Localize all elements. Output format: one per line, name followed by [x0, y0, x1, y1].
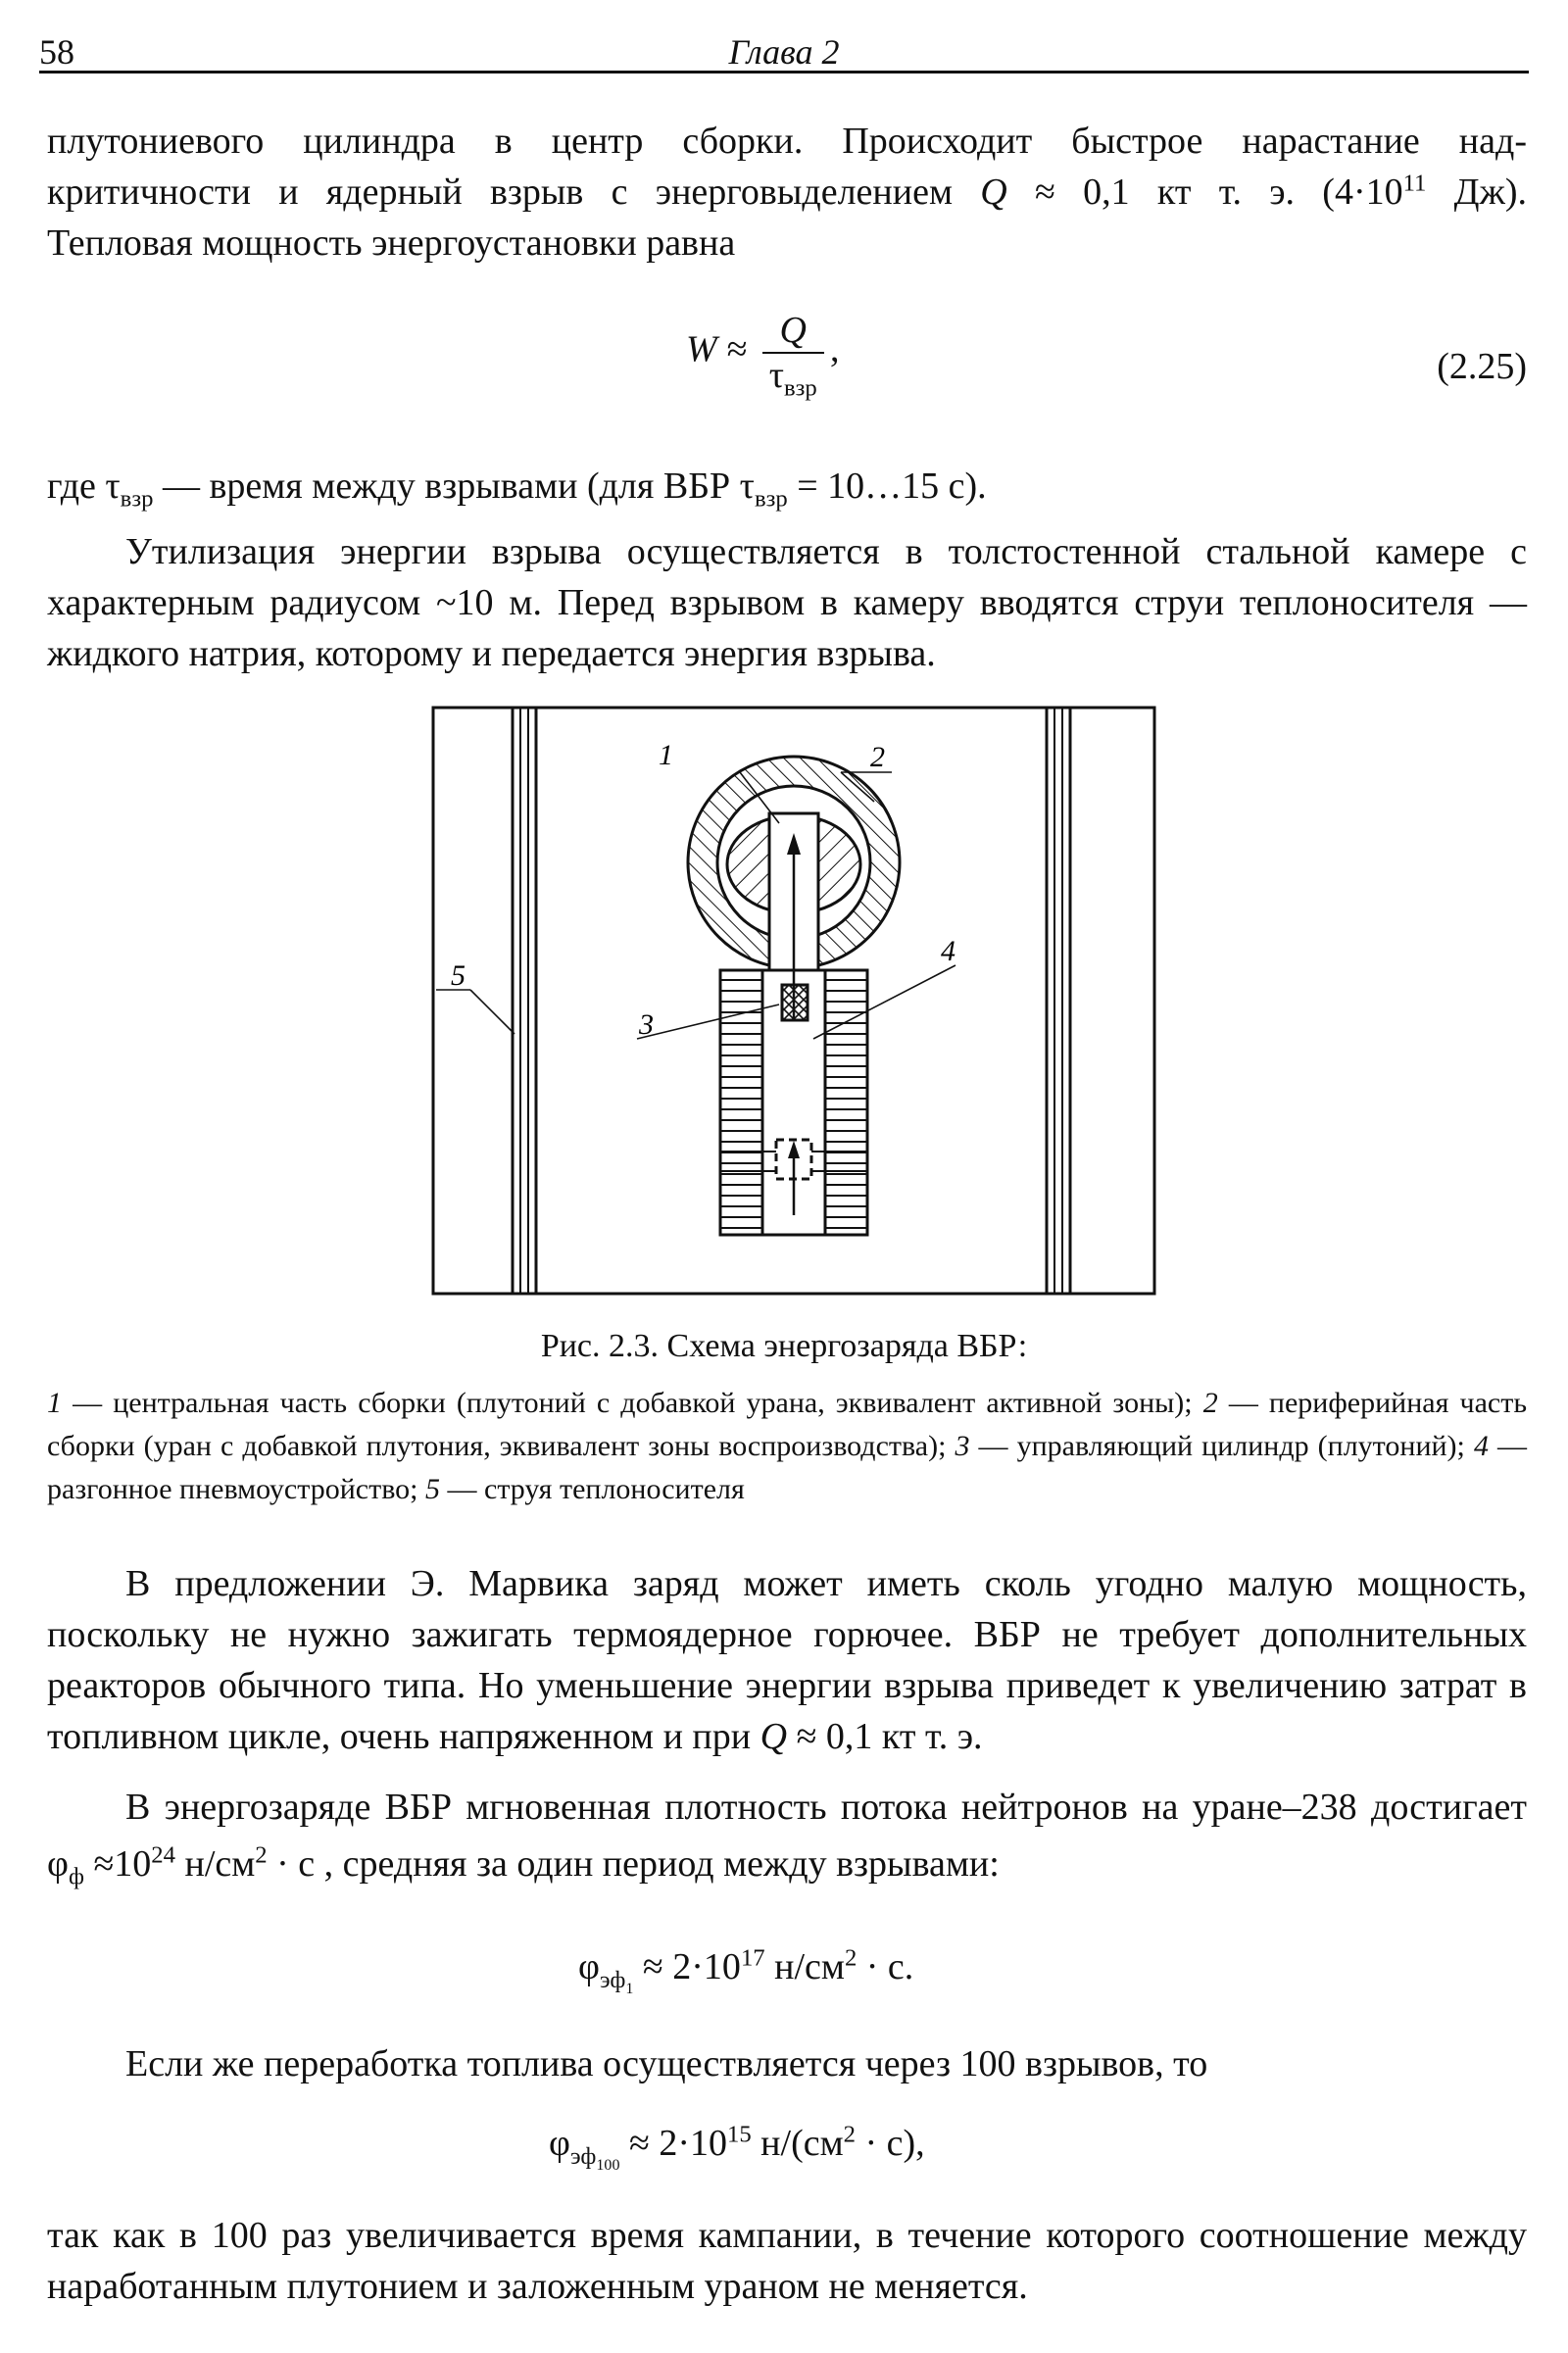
- subscript-index: 1: [625, 1980, 634, 1997]
- fraction-denominator: [762, 354, 824, 402]
- text-span: · с),: [855, 2123, 925, 2164]
- text-span: где τ: [47, 466, 121, 507]
- figure-energy-charge: [431, 706, 1156, 1299]
- where-text: [47, 461, 1527, 512]
- header-rule: [39, 71, 1529, 74]
- subscript-text: эф: [599, 1966, 626, 1993]
- text-span: = 10…15 с).: [787, 466, 987, 507]
- equation-phi-1: [578, 1944, 914, 1997]
- subscript: взр: [120, 485, 154, 513]
- figure-label-3: 3: [639, 1008, 654, 1041]
- paragraph-1-line-3: Тепловая мощность энергоустановки равна: [47, 222, 736, 264]
- text-span: В энергозаряде ВБР мгновенная плотность потока нейтронов на уране–238 достигает φ: [47, 1787, 1527, 1885]
- equation-phi-100: [549, 2121, 925, 2174]
- paragraph-2-text: Утилизация энергии взрыва осуществляется в толстостенной стальной камере с характерным радиусом ~10 м. Перед взрывом в камеру вводятся струи теплоносителя — жидкого натрия, которому и передается энергия взрыва.: [47, 531, 1527, 674]
- text-span: В предложении Э. Марвика заряд может иметь сколь угодно малую мощность, поскольку не нужно зажигать термоядерное горючее. ВБР не требует дополнительных реакторов обычного типа. Но уменьшение энергии взрыва приведет к увеличению затрат в топливном цикле, очень напряженном и при: [47, 1563, 1527, 1757]
- legend-text: — центральная часть сборки (плутоний с добавкой урана, эквивалент активной зоны);: [62, 1387, 1203, 1419]
- legend-text: — управляющий цилиндр (плутоний);: [969, 1430, 1474, 1462]
- text-span: ≈ 2·10: [619, 2123, 727, 2164]
- superscript: 24: [151, 1841, 175, 1869]
- symbol-q: Q: [980, 172, 1007, 213]
- legend-number: 3: [955, 1430, 970, 1462]
- where-line: [47, 461, 1527, 512]
- text-span: — время между взрывами (для ВБР τ: [153, 466, 755, 507]
- subscript: ф: [68, 1863, 84, 1890]
- subscript: [569, 2142, 620, 2174]
- superscript: 11: [1402, 170, 1427, 197]
- superscript: 2: [843, 2121, 856, 2148]
- chapter-title: Глава 2: [728, 32, 840, 72]
- figure-label-4: 4: [941, 935, 956, 967]
- subscript-text: эф: [569, 2142, 597, 2170]
- legend-number: 1: [47, 1387, 62, 1419]
- paragraph-1-line-1: плутониевого цилиндра в центр сборки. Происходит быстрое нарастание над-: [47, 121, 1527, 162]
- superscript: 2: [844, 1944, 858, 1972]
- text-span: ≈ 2·10: [633, 1946, 741, 1987]
- superscript: 2: [255, 1841, 268, 1869]
- subscript: взр: [784, 374, 817, 402]
- figure-label-5: 5: [451, 959, 466, 992]
- symbol-q: Q: [760, 1716, 788, 1757]
- paragraph-2: [47, 526, 1527, 679]
- text-span: Дж).: [1426, 172, 1527, 213]
- paragraph-4: [47, 1779, 1527, 1892]
- control-cylinder: [782, 985, 808, 1020]
- fraction: [762, 309, 824, 402]
- subscript: [599, 1966, 634, 1997]
- text-span: · с.: [857, 1946, 914, 1987]
- paragraph-4-text: [47, 1779, 1527, 1892]
- subscript-index: 100: [596, 2156, 620, 2174]
- legend-number: 2: [1202, 1387, 1218, 1419]
- figure-legend: [47, 1382, 1527, 1511]
- tau-symbol: τ: [768, 355, 784, 396]
- equation-number: (2.25): [1437, 346, 1527, 387]
- legend-text: — струя теплоносителя: [440, 1473, 745, 1505]
- paragraph-1: [47, 116, 1527, 269]
- text-span: · с , средняя за один период между взрывами:: [267, 1843, 1000, 1885]
- text-span: ≈ 0,1 кт т. э. (4·10: [1006, 172, 1403, 213]
- figure-label-2: 2: [870, 741, 885, 773]
- text-span: н/см: [764, 1946, 845, 1987]
- paragraph-6: [47, 2210, 1527, 2312]
- fraction-numerator: Q: [762, 309, 824, 354]
- legend-text: — разгонное пневмоустройство;: [47, 1430, 1527, 1505]
- figure-label-1: 1: [659, 739, 673, 771]
- legend-number: 5: [425, 1473, 441, 1505]
- superscript: 17: [740, 1944, 765, 1972]
- text-span: ≈10: [83, 1843, 152, 1885]
- paragraph-5-text: Если же переработка топлива осуществляется через 100 взрывов, то: [125, 2043, 1208, 2084]
- paragraph-3: [47, 1558, 1527, 1762]
- equation-2-25: [686, 309, 840, 402]
- figure-caption: Рис. 2.3. Схема энергозаряда ВБР:: [540, 1328, 1028, 1364]
- paragraph-3-text: [47, 1558, 1527, 1762]
- text-span: н/см: [174, 1843, 256, 1885]
- legend-text: — периферийная часть сборки (уран с добавкой плутония, эквивалент зоны воспроизводства);: [47, 1387, 1528, 1462]
- equation-lhs: W ≈: [686, 328, 748, 370]
- phi-symbol: φ: [578, 1946, 600, 1987]
- paragraph-6-text: так как в 100 раз увеличивается время кампании, в течение которого соотношение между наработанным плутонием и заложенным ураном не меняется.: [47, 2215, 1527, 2307]
- paragraph-5: [47, 2038, 1527, 2089]
- text-span: ≈ 0,1 кт т. э.: [787, 1716, 983, 1757]
- subscript: взр: [754, 485, 788, 513]
- phi-symbol: φ: [549, 2123, 570, 2164]
- paragraph-1-line-2: [47, 167, 1527, 218]
- equation-comma: ,: [829, 328, 840, 370]
- legend-number: 4: [1473, 1430, 1489, 1462]
- page-number: 58: [39, 32, 74, 72]
- text-span: критичности и ядерный взрыв с энерговыделением: [47, 172, 981, 213]
- text-span: н/(см: [751, 2123, 844, 2164]
- superscript: 15: [726, 2121, 752, 2148]
